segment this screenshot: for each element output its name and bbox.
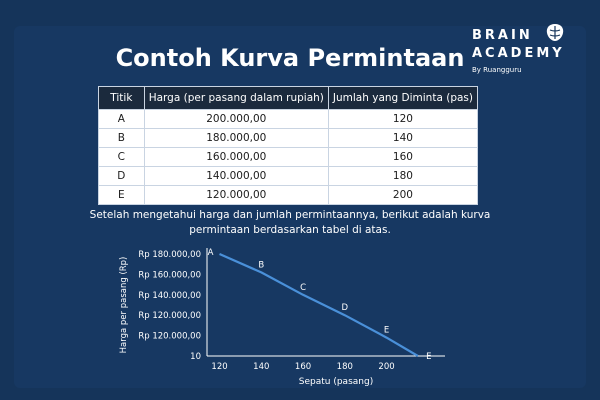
logo-tagline: By Ruangguru <box>472 66 522 74</box>
cell-price: 180.000,00 <box>144 129 328 148</box>
x-axis-label: Sepatu (pasang) <box>298 377 374 387</box>
x-tick-label: 120 <box>211 362 228 372</box>
y-tick-label: Rp 120.000,00 <box>138 311 201 322</box>
point-label: B <box>258 260 265 271</box>
point-label: E <box>383 325 390 336</box>
page-title: Contoh Kurva Permintaan <box>115 44 465 72</box>
point-label: E <box>426 352 432 362</box>
cell-price: 200.000,00 <box>144 110 328 129</box>
x-tick-label: 140 <box>253 362 270 372</box>
cell-quantity: 120 <box>328 110 477 129</box>
y-tick-label: 10 <box>190 352 201 362</box>
y-tick-label: Rp 160.000,00 <box>138 270 201 281</box>
cell-point: B <box>99 129 145 148</box>
cell-quantity: 200 <box>328 186 477 205</box>
description-line-1: Setelah mengetahui harga dan jumlah permintaannya, berikut adalah kurva <box>89 209 491 221</box>
logo-line-1: BRAIN <box>472 28 533 43</box>
cell-quantity: 160 <box>328 148 477 167</box>
point-label: D <box>341 303 349 314</box>
cell-quantity: 180 <box>328 167 477 186</box>
demand-curve-line <box>220 254 418 356</box>
header-jumlah: Jumlah yang Diminta (pas) <box>328 87 477 110</box>
x-tick-label: 200 <box>378 362 395 372</box>
cell-quantity: 140 <box>328 129 477 148</box>
point-label: A <box>207 248 214 258</box>
header-titik: Titik <box>99 87 145 110</box>
x-tick-label: 160 <box>294 362 312 372</box>
cell-point: E <box>99 186 145 205</box>
point-label: C <box>300 282 307 293</box>
logo-line-2: ACADEMY <box>472 46 565 61</box>
header-harga: Harga (per pasang dalam rupiah) <box>144 87 328 110</box>
cell-price: 160.000,00 <box>144 148 328 167</box>
cell-point: C <box>99 148 145 167</box>
cell-price: 140.000,00 <box>144 167 328 186</box>
y-axis-label: Harga per pasang (Rp) <box>119 256 129 354</box>
y-tick-label: Rp 140.000,00 <box>138 290 201 301</box>
cell-point: D <box>99 167 145 186</box>
cell-price: 120.000,00 <box>144 186 328 205</box>
x-tick-label: 180 <box>336 362 353 372</box>
cell-point: A <box>99 110 145 129</box>
description-line-2: permintaan berdasarkan tabel di atas. <box>189 224 391 236</box>
y-tick-label: Rp 180.000,00 <box>138 250 201 260</box>
y-tick-label: Rp 120.000,00 <box>138 331 201 342</box>
